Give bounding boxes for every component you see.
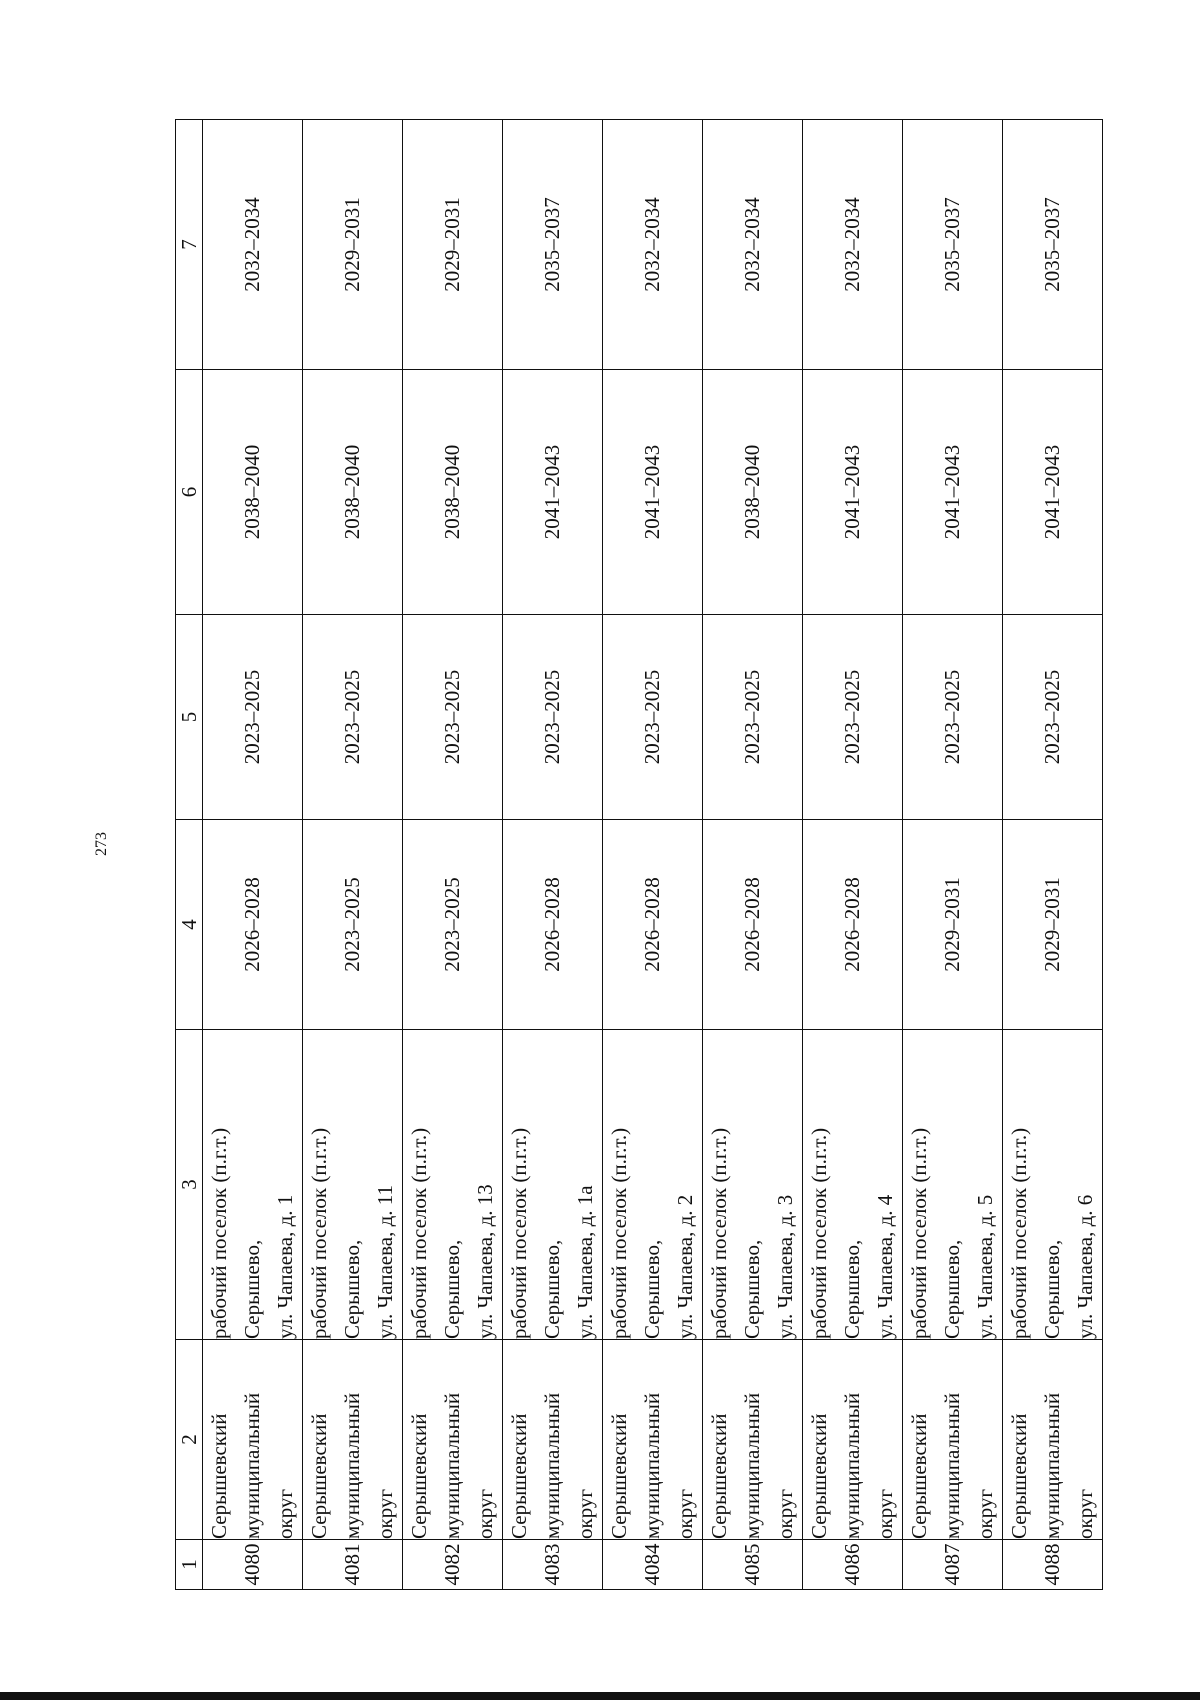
column-header-3: 3	[176, 1030, 203, 1340]
municipality-line: Серышевский	[607, 1413, 631, 1539]
address-line: ул. Чапаева, д. 1а	[573, 1185, 597, 1339]
address-line: ул. Чапаева, д. 13	[473, 1184, 497, 1339]
row-number: 4080	[203, 1540, 303, 1590]
municipality-line: муниципальный	[540, 1392, 564, 1539]
table-row	[403, 120, 503, 1590]
period-cell-col5: 2023–2025	[203, 615, 303, 820]
page-number: 273	[93, 832, 110, 856]
address-line: ул. Чапаева, д. 2	[673, 1194, 697, 1339]
period-cell-col6: 2041–2043	[1003, 370, 1103, 615]
row-number: 4085	[703, 1540, 803, 1590]
municipality-line: округ	[473, 1488, 497, 1539]
municipality-line: Серышевский	[407, 1413, 431, 1539]
municipality-line: Серышевский	[907, 1413, 931, 1539]
municipality-line: муниципальный	[640, 1392, 664, 1539]
period-cell-col6: 2038–2040	[303, 370, 403, 615]
period-cell-col5: 2023–2025	[803, 615, 903, 820]
column-header-2: 2	[176, 1340, 203, 1540]
period-cell-col5: 2023–2025	[303, 615, 403, 820]
address-line: рабочий поселок (п.г.т.)	[607, 1127, 631, 1339]
table-row	[203, 120, 303, 1590]
address-line: рабочий поселок (п.г.т.)	[707, 1127, 731, 1339]
address-cell	[403, 1030, 503, 1340]
column-header-6: 6	[176, 370, 203, 615]
period-cell-col5: 2023–2025	[403, 615, 503, 820]
rotated-table-container	[175, 120, 1095, 1590]
table-row	[803, 120, 903, 1590]
column-header-5: 5	[176, 615, 203, 820]
address-line: рабочий поселок (п.г.т.)	[807, 1127, 831, 1339]
row-number: 4086	[803, 1540, 903, 1590]
period-cell-col6: 2041–2043	[603, 370, 703, 615]
municipality-line: муниципальный	[340, 1392, 364, 1539]
address-line: рабочий поселок (п.г.т.)	[207, 1127, 231, 1339]
municipality-line: муниципальный	[740, 1392, 764, 1539]
address-line: Серышево,	[540, 1239, 564, 1339]
municipality-line: округ	[573, 1488, 597, 1539]
address-cell	[703, 1030, 803, 1340]
municipality-line: муниципальный	[440, 1392, 464, 1539]
municipality-cell	[603, 1340, 703, 1540]
address-line: Серышево,	[240, 1239, 264, 1339]
period-cell-col6: 2038–2040	[403, 370, 503, 615]
municipality-line: округ	[673, 1488, 697, 1539]
municipality-cell	[703, 1340, 803, 1540]
municipality-cell	[1003, 1340, 1103, 1540]
municipality-line: округ	[873, 1488, 897, 1539]
address-cell	[503, 1030, 603, 1340]
address-line: рабочий поселок (п.г.т.)	[907, 1127, 931, 1339]
address-line: рабочий поселок (п.г.т.)	[1007, 1127, 1031, 1339]
table-row	[303, 120, 403, 1590]
municipality-line: округ	[1073, 1488, 1097, 1539]
period-cell-col5: 2023–2025	[603, 615, 703, 820]
table-row	[503, 120, 603, 1590]
period-cell-col4: 2026–2028	[703, 820, 803, 1030]
row-number: 4088	[1003, 1540, 1103, 1590]
address-line: Серышево,	[440, 1239, 464, 1339]
municipality-line: округ	[373, 1488, 397, 1539]
municipality-line: Серышевский	[207, 1413, 231, 1539]
period-cell-col6: 2041–2043	[803, 370, 903, 615]
table-row	[703, 120, 803, 1590]
address-line: Серышево,	[1040, 1239, 1064, 1339]
period-cell-col5: 2023–2025	[903, 615, 1003, 820]
header-row	[176, 120, 203, 1590]
period-cell-col4: 2023–2025	[303, 820, 403, 1030]
municipality-cell	[403, 1340, 503, 1540]
municipality-line: Серышевский	[1007, 1413, 1031, 1539]
address-line: рабочий поселок (п.г.т.)	[307, 1127, 331, 1339]
municipality-line: муниципальный	[1040, 1392, 1064, 1539]
municipality-line: Серышевский	[507, 1413, 531, 1539]
address-line: ул. Чапаева, д. 5	[973, 1194, 997, 1339]
period-cell-col7: 2035–2037	[1003, 120, 1103, 370]
period-cell-col6: 2038–2040	[203, 370, 303, 615]
table-row	[903, 120, 1003, 1590]
table-body	[203, 120, 1103, 1590]
municipality-cell	[803, 1340, 903, 1540]
address-line: Серышево,	[840, 1239, 864, 1339]
period-cell-col7: 2032–2034	[703, 120, 803, 370]
address-line: ул. Чапаева, д. 1	[273, 1194, 297, 1339]
address-cell	[803, 1030, 903, 1340]
address-cell	[603, 1030, 703, 1340]
address-line: ул. Чапаева, д. 3	[773, 1194, 797, 1339]
address-line: Серышево,	[340, 1239, 364, 1339]
municipality-line: муниципальный	[940, 1392, 964, 1539]
municipality-cell	[203, 1340, 303, 1540]
period-cell-col6: 2038–2040	[703, 370, 803, 615]
address-line: рабочий поселок (п.г.т.)	[407, 1127, 431, 1339]
period-cell-col4: 2026–2028	[603, 820, 703, 1030]
row-number: 4082	[403, 1540, 503, 1590]
table-row	[603, 120, 703, 1590]
row-number: 4087	[903, 1540, 1003, 1590]
municipality-line: муниципальный	[240, 1392, 264, 1539]
column-header-7: 7	[176, 120, 203, 370]
municipality-line: округ	[773, 1488, 797, 1539]
schedule-table	[175, 119, 1103, 1590]
municipality-line: Серышевский	[307, 1413, 331, 1539]
period-cell-col5: 2023–2025	[1003, 615, 1103, 820]
period-cell-col6: 2041–2043	[503, 370, 603, 615]
municipality-line: муниципальный	[840, 1392, 864, 1539]
municipality-line: округ	[973, 1488, 997, 1539]
municipality-cell	[503, 1340, 603, 1540]
period-cell-col7: 2032–2034	[203, 120, 303, 370]
scan-edge	[0, 1692, 1200, 1700]
address-line: ул. Чапаева, д. 11	[373, 1185, 397, 1339]
address-line: Серышево,	[640, 1239, 664, 1339]
address-line: ул. Чапаева, д. 4	[873, 1194, 897, 1339]
period-cell-col5: 2023–2025	[503, 615, 603, 820]
period-cell-col7: 2029–2031	[303, 120, 403, 370]
period-cell-col4: 2029–2031	[903, 820, 1003, 1030]
municipality-line: Серышевский	[707, 1413, 731, 1539]
column-header-4: 4	[176, 820, 203, 1030]
address-cell	[203, 1030, 303, 1340]
period-cell-col5: 2023–2025	[703, 615, 803, 820]
period-cell-col7: 2035–2037	[503, 120, 603, 370]
address-cell	[903, 1030, 1003, 1340]
period-cell-col4: 2026–2028	[803, 820, 903, 1030]
municipality-cell	[903, 1340, 1003, 1540]
address-line: Серышево,	[740, 1239, 764, 1339]
row-number: 4081	[303, 1540, 403, 1590]
table-row	[1003, 120, 1103, 1590]
period-cell-col4: 2026–2028	[203, 820, 303, 1030]
row-number: 4084	[603, 1540, 703, 1590]
period-cell-col6: 2041–2043	[903, 370, 1003, 615]
municipality-line: округ	[273, 1488, 297, 1539]
period-cell-col4: 2023–2025	[403, 820, 503, 1030]
address-line: ул. Чапаева, д. 6	[1073, 1194, 1097, 1339]
address-line: Серышево,	[940, 1239, 964, 1339]
period-cell-col4: 2029–2031	[1003, 820, 1103, 1030]
address-line: рабочий поселок (п.г.т.)	[507, 1127, 531, 1339]
column-header-1: 1	[176, 1540, 203, 1590]
row-number: 4083	[503, 1540, 603, 1590]
period-cell-col7: 2035–2037	[903, 120, 1003, 370]
period-cell-col4: 2026–2028	[503, 820, 603, 1030]
period-cell-col7: 2029–2031	[403, 120, 503, 370]
municipality-cell	[303, 1340, 403, 1540]
period-cell-col7: 2032–2034	[803, 120, 903, 370]
period-cell-col7: 2032–2034	[603, 120, 703, 370]
address-cell	[303, 1030, 403, 1340]
address-cell	[1003, 1030, 1103, 1340]
municipality-line: Серышевский	[807, 1413, 831, 1539]
